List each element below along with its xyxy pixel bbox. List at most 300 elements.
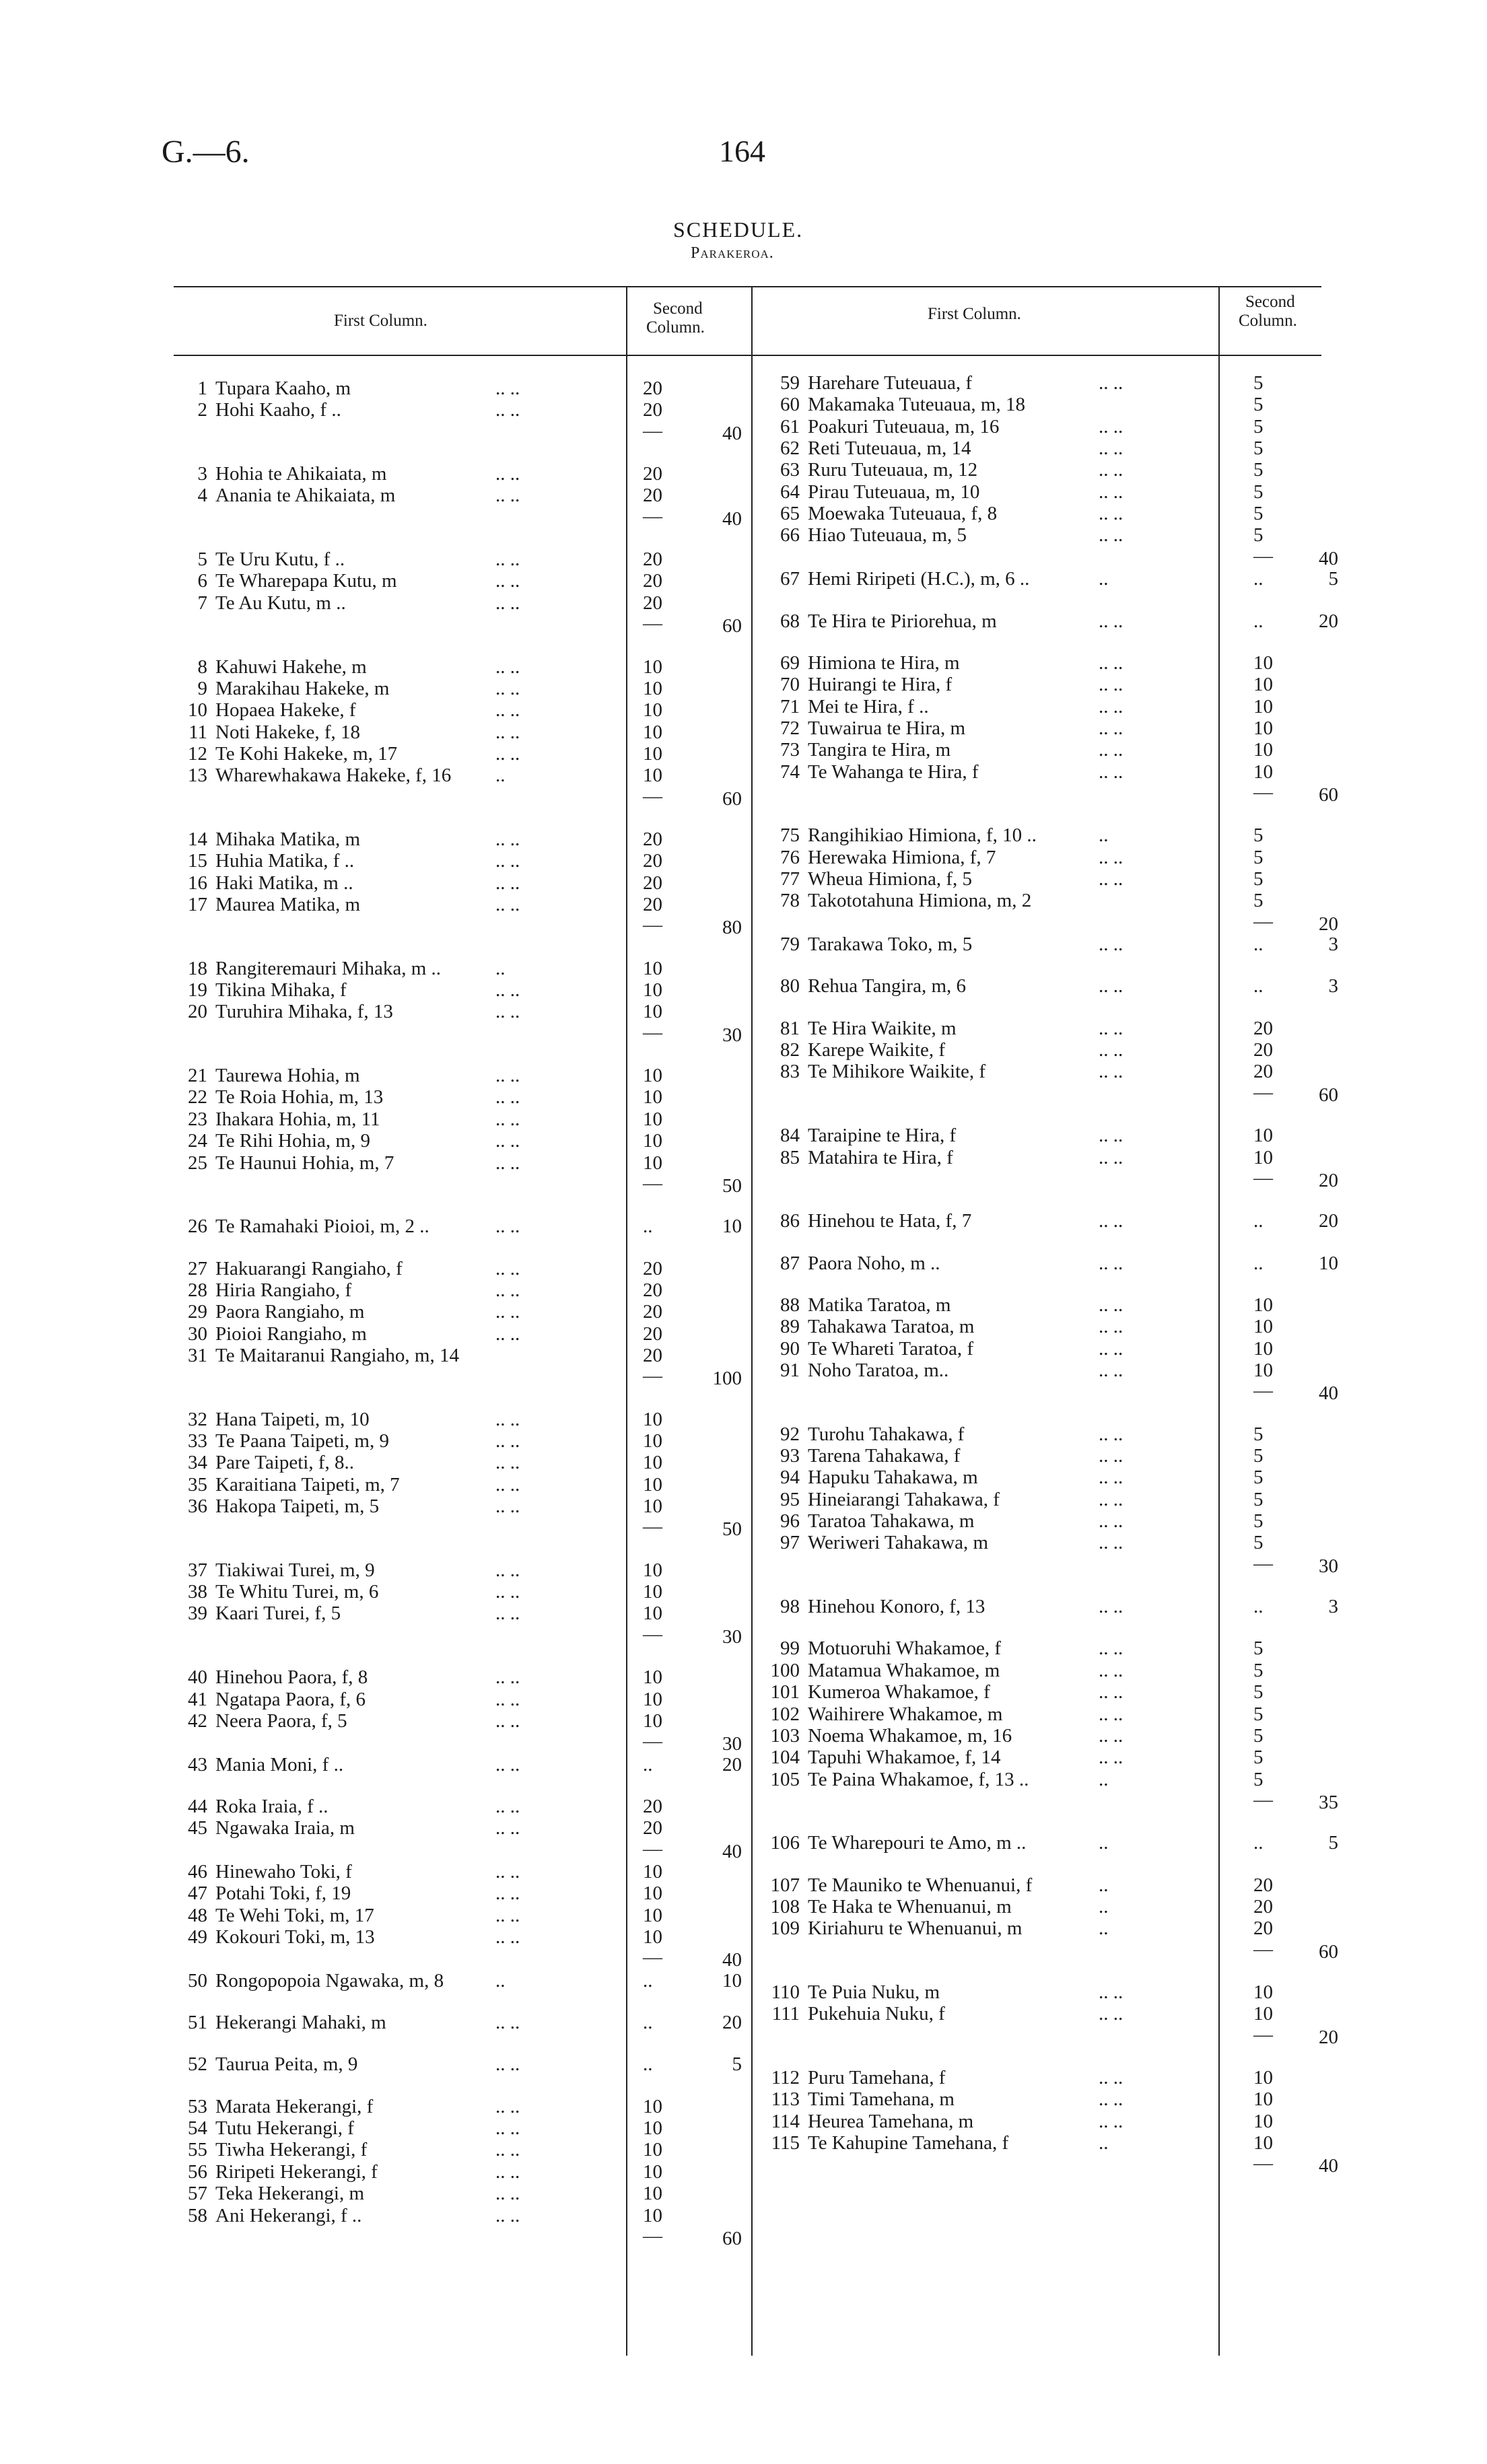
entry-number: 113	[771, 2088, 800, 2111]
entry-name: Ngawaka Iraia, m	[215, 1817, 355, 1839]
entry-name: Te Rihi Hohia, m, 9	[215, 1130, 370, 1152]
entry-number: 81	[780, 1017, 800, 1039]
entry-number: 84	[780, 1125, 800, 1147]
entry-number: 16	[188, 872, 207, 894]
entry-number: 20	[188, 1001, 207, 1023]
entry-leader-dots: .. ..	[495, 1001, 520, 1023]
entry-name: Reti Tuteuaua, m, 14	[808, 437, 971, 460]
entry-leader-dots: .. ..	[495, 894, 520, 915]
header-top-rule	[174, 286, 1321, 287]
entry-share: 20	[643, 549, 662, 571]
entry-share: 10	[643, 1559, 662, 1581]
entry-name: Mei te Hira, f ..	[808, 695, 929, 717]
subtotal-dash: —	[1253, 544, 1273, 567]
entry-share: 5	[1253, 890, 1264, 912]
entry-name: Moewaka Tuteuaua, f, 8	[808, 503, 998, 525]
entry-number: 76	[780, 846, 800, 868]
subtotal-value: 20	[1319, 1169, 1338, 1191]
entry-number: 45	[188, 1817, 207, 1839]
entry-name: Hopaea Hakeke, f	[215, 699, 356, 721]
entry-leader-dots: .. ..	[1099, 1423, 1123, 1445]
entry-leader-dots: .. ..	[495, 463, 520, 485]
entry-name: Wharewhakawa Hakeke, f, 16	[215, 765, 452, 787]
subtotal-value: 50	[722, 1174, 742, 1197]
entry-name: Te Maitaranui Rangiaho, m, 14	[215, 1344, 459, 1366]
entry-leader-dots: .. ..	[1099, 2110, 1123, 2132]
entry-share: 10	[643, 979, 662, 1001]
left-second-column-header-line1: Second	[653, 300, 703, 318]
entry-share: 5	[1253, 824, 1264, 847]
entry-name: Hinehou Paora, f, 8	[215, 1666, 368, 1689]
entry-name: Rongopopoia Ngawaka, m, 8	[215, 1969, 444, 1992]
entry-share: 5	[1253, 1532, 1264, 1554]
subtotal-value: 40	[1319, 547, 1338, 569]
entry-leader-dots: .. ..	[495, 592, 520, 614]
entry-name: Te Wharepouri te Amo, m ..	[808, 1832, 1027, 1854]
entry-number: 105	[770, 1768, 800, 1790]
entry-number: 89	[780, 1316, 800, 1338]
subtotal-dash: —	[643, 914, 662, 936]
entry-number: 114	[771, 2110, 800, 2132]
entry-leader-dots: ..	[1099, 1874, 1109, 1896]
entry-name: Ihakara Hohia, m, 11	[215, 1108, 380, 1130]
entry-leader-dots: .. ..	[495, 485, 520, 507]
entry-share: 10	[643, 1860, 662, 1882]
entry-number: 112	[771, 2067, 800, 2089]
entry-number: 53	[188, 2095, 207, 2117]
entry-name: Rehua Tangira, m, 6	[808, 975, 967, 997]
entry-leader-dots: .. ..	[1099, 975, 1123, 997]
entry-name: Kaari Turei, f, 5	[215, 1603, 341, 1625]
entry-leader-dots: .. ..	[1099, 1039, 1123, 1061]
left-second-column-header-line2: Column.	[646, 318, 705, 337]
entry-share: 10	[643, 1001, 662, 1023]
entry-share: 10	[643, 1603, 662, 1625]
left-first-column-header: First Column.	[334, 312, 427, 330]
entry-share: 20	[643, 485, 662, 507]
entry-share: ..	[643, 2012, 653, 2034]
entry-number: 32	[188, 1408, 207, 1430]
entry-share: ..	[1253, 1832, 1264, 1854]
subtotal-value: 40	[722, 1840, 742, 1862]
entry-share: 20	[643, 1323, 662, 1345]
entry-leader-dots: .. ..	[495, 1065, 520, 1087]
entry-leader-dots: .. ..	[1099, 1146, 1123, 1168]
entry-leader-dots: ..	[1099, 2132, 1109, 2154]
entry-number: 29	[188, 1301, 207, 1323]
entry-share: 10	[643, 721, 662, 743]
subtotal-dash: —	[1253, 2023, 1273, 2045]
entry-leader-dots: .. ..	[1099, 868, 1123, 890]
entry-leader-dots: .. ..	[495, 1152, 520, 1174]
entry-name: Matahira te Hira, f	[808, 1146, 953, 1168]
entry-number: 10	[188, 699, 207, 721]
entry-leader-dots: .. ..	[1099, 1061, 1123, 1083]
entry-leader-dots: .. ..	[1099, 610, 1123, 632]
subtotal-value: 60	[722, 2227, 742, 2249]
entry-total: 5	[1328, 568, 1338, 590]
entry-name: Kumeroa Whakamoe, f	[808, 1681, 990, 1703]
entry-number: 46	[188, 1860, 207, 1882]
entry-leader-dots: .. ..	[1099, 1596, 1123, 1618]
entry-total: 20	[722, 1753, 742, 1775]
entry-name: Hapuku Tahakawa, m	[808, 1467, 978, 1489]
entry-number: 104	[770, 1747, 800, 1769]
entry-name: Te Paina Whakamoe, f, 13 ..	[808, 1768, 1029, 1790]
entry-share: 10	[643, 1904, 662, 1926]
entry-total: 20	[722, 2012, 742, 2034]
right-second-column-divider	[1218, 286, 1220, 2356]
entry-name: Te Puia Nuku, m	[808, 1981, 940, 2003]
entry-number: 91	[780, 1359, 800, 1381]
entry-name: Hakopa Taipeti, m, 5	[215, 1495, 380, 1518]
subtotal-value: 30	[722, 1625, 742, 1648]
entry-number: 78	[780, 890, 800, 912]
entry-leader-dots: .. ..	[495, 1473, 520, 1495]
entry-share: 10	[643, 1495, 662, 1518]
entry-name: Matamua Whakamoe, m	[808, 1659, 1000, 1681]
subtotal-dash: —	[1253, 1788, 1273, 1810]
entry-total: 5	[732, 2053, 742, 2076]
entry-name: Tuwairua te Hira, m	[808, 717, 966, 739]
entry-number: 80	[780, 975, 800, 997]
entry-total: 20	[1319, 1210, 1338, 1232]
entry-name: Tutu Hekerangi, f	[215, 2117, 354, 2140]
entry-share: ..	[643, 1969, 653, 1992]
entry-share: 20	[643, 1257, 662, 1279]
subtotal-dash: —	[643, 419, 662, 442]
entry-name: Te Haka te Whenuanui, m	[808, 1895, 1012, 1917]
entry-number: 11	[188, 721, 207, 743]
document-reference: G.—6.	[162, 134, 250, 170]
entry-leader-dots: .. ..	[495, 1904, 520, 1926]
entry-number: 51	[188, 2012, 207, 2034]
entry-leader-dots: .. ..	[495, 570, 520, 592]
entry-leader-dots: .. ..	[1099, 415, 1123, 437]
entry-total: 10	[722, 1216, 742, 1238]
entry-name: Hohi Kaaho, f ..	[215, 399, 341, 421]
entry-share: 10	[1253, 1359, 1273, 1381]
entry-name: Noho Taratoa, m..	[808, 1359, 949, 1381]
entry-share: 10	[643, 1581, 662, 1603]
entry-number: 70	[780, 674, 800, 696]
entry-number: 14	[188, 828, 207, 850]
entry-number: 35	[188, 1473, 207, 1495]
entry-number: 1	[197, 378, 207, 399]
entry-number: 59	[780, 372, 800, 394]
entry-share: 10	[643, 765, 662, 787]
entry-name: Te Hira te Piriorehua, m	[808, 610, 997, 632]
entry-share: 5	[1253, 481, 1264, 503]
entry-name: Riripeti Hekerangi, f	[215, 2160, 378, 2183]
entry-leader-dots: .. ..	[495, 656, 520, 678]
subtotal-dash: —	[1253, 1552, 1273, 1574]
entry-name: Taratoa Tahakawa, m	[808, 1510, 975, 1533]
entry-share: 10	[643, 1926, 662, 1948]
entry-share: 10	[643, 677, 662, 699]
entry-name: Huhia Matika, f ..	[215, 850, 355, 872]
entry-share: 10	[643, 1065, 662, 1087]
entry-number: 40	[188, 1666, 207, 1689]
entry-leader-dots: .. ..	[495, 2012, 520, 2034]
entry-number: 31	[188, 1344, 207, 1366]
entry-share: 10	[643, 1430, 662, 1452]
entry-number: 44	[188, 1795, 207, 1817]
right-first-column-header: First Column.	[928, 305, 1021, 323]
entry-leader-dots: .. ..	[1099, 1659, 1123, 1681]
entry-number: 28	[188, 1279, 207, 1301]
entry-number: 33	[188, 1430, 207, 1452]
entry-share: ..	[643, 1216, 653, 1238]
entry-share: 10	[643, 1666, 662, 1689]
entry-leader-dots: .. ..	[495, 2160, 520, 2183]
entry-name: Karaitiana Taipeti, m, 7	[215, 1473, 400, 1495]
subtotal-dash: —	[643, 612, 662, 635]
entry-name: Hekerangi Mahaki, m	[215, 2012, 386, 2034]
entry-number: 107	[770, 1874, 800, 1896]
entry-leader-dots: .. ..	[495, 1559, 520, 1581]
entry-share: 20	[643, 1301, 662, 1323]
entry-number: 25	[188, 1152, 207, 1174]
entry-share: 10	[643, 1452, 662, 1474]
entry-share: 10	[1253, 1316, 1273, 1338]
entry-name: Hohia te Ahikaiata, m	[215, 463, 387, 485]
entry-name: Hinewaho Toki, f	[215, 1860, 352, 1882]
header-bottom-rule	[174, 355, 1321, 356]
entry-leader-dots: .. ..	[495, 677, 520, 699]
entry-name: Te Wharepapa Kutu, m	[215, 570, 397, 592]
entry-share: 5	[1253, 503, 1264, 525]
subtotal-dash: —	[1253, 1380, 1273, 1402]
entry-number: 4	[197, 485, 207, 507]
entry-leader-dots: ..	[1099, 1917, 1109, 1940]
entry-leader-dots: .. ..	[1099, 1981, 1123, 2003]
entry-share: 10	[1253, 717, 1273, 739]
entry-number: 66	[780, 524, 800, 547]
entry-number: 2	[197, 399, 207, 421]
entry-number: 58	[188, 2204, 207, 2226]
entry-share: 20	[1253, 1874, 1273, 1896]
entry-number: 41	[188, 1688, 207, 1710]
entry-share: 20	[643, 399, 662, 421]
entry-number: 79	[780, 934, 800, 956]
subtotal-value: 20	[1319, 913, 1338, 935]
entry-leader-dots: .. ..	[1099, 934, 1123, 956]
entry-name: Makamaka Tuteuaua, m, 18	[808, 394, 1025, 416]
entry-number: 99	[780, 1638, 800, 1660]
subtotal-dash: —	[1253, 1166, 1273, 1189]
entry-name: Haki Matika, m ..	[215, 872, 353, 894]
entry-share: 10	[1253, 739, 1273, 761]
entry-leader-dots: .. ..	[1099, 437, 1123, 460]
entry-number: 12	[188, 742, 207, 765]
entry-share: 20	[643, 592, 662, 614]
entry-leader-dots: .. ..	[495, 742, 520, 765]
entry-number: 13	[188, 765, 207, 787]
entry-name: Pukehuia Nuku, f	[808, 2003, 945, 2025]
entry-share: 10	[1253, 2132, 1273, 2154]
entry-share: 10	[643, 957, 662, 979]
entry-name: Tiwha Hekerangi, f	[215, 2139, 368, 2161]
entry-leader-dots: .. ..	[1099, 1445, 1123, 1467]
entry-name: Tikina Mihaka, f	[215, 979, 347, 1001]
entry-share: 10	[1253, 2088, 1273, 2111]
entry-share: 5	[1253, 1724, 1264, 1747]
entry-number: 87	[780, 1252, 800, 1274]
entry-leader-dots: .. ..	[1099, 1510, 1123, 1533]
entry-leader-dots: .. ..	[1099, 1316, 1123, 1338]
entry-name: Tarakawa Toko, m, 5	[808, 934, 973, 956]
entry-number: 95	[780, 1488, 800, 1510]
entry-number: 92	[780, 1423, 800, 1445]
entry-name: Matika Taratoa, m	[808, 1294, 951, 1316]
entry-total: 3	[1328, 975, 1338, 997]
entry-name: Te Mihikore Waikite, f	[808, 1061, 986, 1083]
entry-name: Motuoruhi Whakamoe, f	[808, 1638, 1001, 1660]
entry-number: 65	[780, 503, 800, 525]
entry-leader-dots: .. ..	[1099, 503, 1123, 525]
entry-number: 52	[188, 2053, 207, 2076]
entry-name: Te Whareti Taratoa, f	[808, 1337, 974, 1360]
subtotal-dash: —	[643, 2224, 662, 2247]
entry-number: 34	[188, 1452, 207, 1474]
entry-leader-dots: .. ..	[495, 979, 520, 1001]
entry-share: 5	[1253, 1747, 1264, 1769]
entry-number: 26	[188, 1216, 207, 1238]
entry-share: 10	[1253, 695, 1273, 717]
entry-total: 3	[1328, 1596, 1338, 1618]
entry-leader-dots: .. ..	[495, 1323, 520, 1345]
entry-name: Neera Paora, f, 5	[215, 1710, 347, 1732]
entry-leader-dots: ..	[1099, 1768, 1109, 1790]
subtotal-dash: —	[643, 1021, 662, 1043]
entry-leader-dots: .. ..	[1099, 1467, 1123, 1489]
entry-name: Takototahuna Himiona, m, 2	[808, 890, 1032, 912]
entry-name: Tupara Kaaho, m	[215, 378, 351, 399]
entry-leader-dots: .. ..	[1099, 481, 1123, 503]
subtotal-dash: —	[643, 785, 662, 807]
entry-number: 6	[197, 570, 207, 592]
subtotal-value: 40	[1319, 2155, 1338, 2177]
entry-share: 20	[643, 1279, 662, 1301]
entry-name: Noti Hakeke, f, 18	[215, 721, 361, 743]
entry-number: 102	[770, 1703, 800, 1725]
entry-leader-dots: .. ..	[495, 1710, 520, 1732]
entry-name: Puru Tamehana, f	[808, 2067, 946, 2089]
entry-share: 20	[1253, 1039, 1273, 1061]
subtotal-value: 80	[722, 917, 742, 939]
entry-share: ..	[1253, 1252, 1264, 1274]
entry-share: ..	[643, 1753, 653, 1775]
entry-leader-dots: .. ..	[1099, 1703, 1123, 1725]
entry-number: 8	[197, 656, 207, 678]
subtotal-value: 60	[722, 615, 742, 637]
entry-share: 20	[643, 894, 662, 915]
entry-number: 56	[188, 2160, 207, 2183]
entry-share: 5	[1253, 1510, 1264, 1533]
entry-leader-dots: .. ..	[495, 1452, 520, 1474]
entry-name: Tangira te Hira, m	[808, 739, 951, 761]
subtotal-dash: —	[1253, 781, 1273, 803]
entry-name: Te Wehi Toki, m, 17	[215, 1904, 374, 1926]
entry-leader-dots: .. ..	[495, 1408, 520, 1430]
entry-leader-dots: .. ..	[495, 2053, 520, 2076]
entry-share: 10	[643, 1710, 662, 1732]
entry-number: 21	[188, 1065, 207, 1087]
entry-name: Huirangi te Hira, f	[808, 674, 953, 696]
entry-name: Te Kohi Hakeke, m, 17	[215, 742, 398, 765]
entry-leader-dots: .. ..	[495, 399, 520, 421]
entry-share: 5	[1253, 524, 1264, 547]
entry-share: 10	[643, 2117, 662, 2140]
entry-share: 20	[1253, 1061, 1273, 1083]
entry-name: Tarena Tahakawa, f	[808, 1445, 961, 1467]
entry-number: 86	[780, 1210, 800, 1232]
entry-name: Paora Noho, m ..	[808, 1252, 940, 1274]
entry-number: 90	[780, 1337, 800, 1360]
entry-number: 24	[188, 1130, 207, 1152]
entry-share: 20	[1253, 1917, 1273, 1940]
entry-leader-dots: .. ..	[1099, 674, 1123, 696]
entry-number: 83	[780, 1061, 800, 1083]
entry-leader-dots: .. ..	[495, 1860, 520, 1882]
entry-leader-dots: .. ..	[495, 1688, 520, 1710]
entry-share: ..	[1253, 934, 1264, 956]
entry-name: Karepe Waikite, f	[808, 1039, 946, 1061]
entry-number: 3	[197, 463, 207, 485]
entry-share: 10	[1253, 1146, 1273, 1168]
subtotal-value: 30	[722, 1733, 742, 1755]
subtotal-value: 40	[722, 1949, 742, 1971]
entry-name: Mania Moni, f ..	[215, 1753, 344, 1775]
entry-share: 10	[643, 2095, 662, 2117]
entry-name: Hakuarangi Rangiaho, f	[215, 1257, 403, 1279]
subtotal-dash: —	[643, 1946, 662, 1969]
entry-name: Ngatapa Paora, f, 6	[215, 1688, 366, 1710]
entry-leader-dots: .. ..	[495, 828, 520, 850]
entry-name: Pirau Tuteuaua, m, 10	[808, 481, 980, 503]
entry-name: Marata Hekerangi, f	[215, 2095, 374, 2117]
entry-number: 93	[780, 1445, 800, 1467]
entry-number: 36	[188, 1495, 207, 1518]
entry-name: Timi Tamehana, m	[808, 2088, 955, 2111]
entry-number: 54	[188, 2117, 207, 2140]
center-divider	[751, 286, 753, 2356]
entry-name: Te Roia Hohia, m, 13	[215, 1086, 384, 1108]
entry-number: 88	[780, 1294, 800, 1316]
entry-share: 10	[643, 1152, 662, 1174]
entry-number: 108	[770, 1895, 800, 1917]
entry-leader-dots: .. ..	[1099, 372, 1123, 394]
subtotal-dash: —	[1253, 2152, 1273, 2175]
entry-number: 69	[780, 652, 800, 674]
entry-name: Rangiteremauri Mihaka, m ..	[215, 957, 442, 979]
entry-share: 10	[643, 1473, 662, 1495]
entry-leader-dots: .. ..	[1099, 761, 1123, 783]
entry-share: 5	[1253, 1423, 1264, 1445]
entry-share: 5	[1253, 394, 1264, 416]
entry-leader-dots: .. ..	[1099, 1294, 1123, 1316]
entry-number: 103	[770, 1724, 800, 1747]
subtotal-value: 60	[1319, 1084, 1338, 1106]
entry-share: 5	[1253, 1467, 1264, 1489]
entry-share: 10	[643, 1086, 662, 1108]
entry-leader-dots: .. ..	[1099, 846, 1123, 868]
subtotal-dash: —	[1253, 1938, 1273, 1960]
entry-number: 27	[188, 1257, 207, 1279]
entry-number: 115	[771, 2132, 800, 2154]
entry-leader-dots: .. ..	[1099, 1359, 1123, 1381]
